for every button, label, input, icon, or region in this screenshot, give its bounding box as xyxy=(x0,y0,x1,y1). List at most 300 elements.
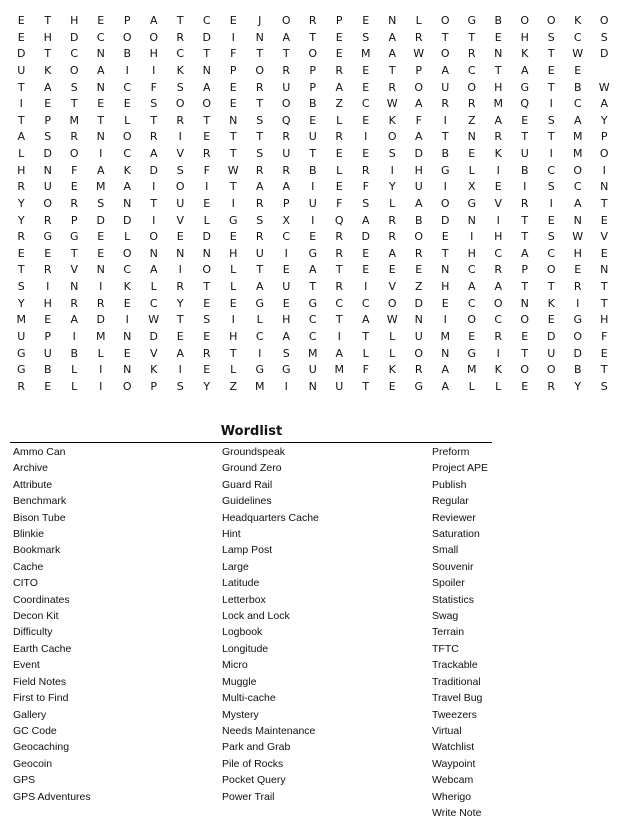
grid-letter: I xyxy=(284,379,288,393)
grid-letter: H xyxy=(494,80,503,94)
grid-letter: V xyxy=(149,346,158,360)
grid-letter: K xyxy=(388,113,396,127)
wordlist-column-3 xyxy=(432,444,488,821)
grid-letter: A xyxy=(96,163,105,177)
grid-letter: H xyxy=(282,313,291,327)
grid-letter: E xyxy=(388,263,396,277)
grid-letter: M xyxy=(308,346,318,360)
grid-letter: O xyxy=(175,97,185,111)
grid-letter: N xyxy=(600,180,609,194)
grid-letter: T xyxy=(521,130,529,144)
grid-letter: N xyxy=(202,246,211,260)
grid-letter: L xyxy=(336,163,343,177)
grid-letter: U xyxy=(308,363,317,377)
grid-letter: E xyxy=(335,180,343,194)
grid-letter: A xyxy=(600,97,609,111)
grid-letter: A xyxy=(335,346,344,360)
grid-letter: A xyxy=(308,263,317,277)
grid-row xyxy=(8,225,609,244)
grid-row xyxy=(8,42,609,61)
grid-letter: U xyxy=(520,147,529,160)
grid-letter: I xyxy=(496,213,500,227)
grid-letter: L xyxy=(389,346,396,360)
grid-letter: T xyxy=(362,329,370,343)
grid-letter: R xyxy=(43,213,52,227)
grid-letter: R xyxy=(255,80,264,94)
grid-letter: H xyxy=(149,47,158,61)
grid-letter: L xyxy=(203,213,210,227)
grid-letter: L xyxy=(230,363,237,377)
grid-letter: C xyxy=(494,246,503,260)
grid-letter: O xyxy=(573,163,583,177)
grid-letter: S xyxy=(547,180,555,194)
grid-letter: L xyxy=(468,163,475,177)
grid-letter: I xyxy=(496,163,500,177)
grid-letter: H xyxy=(520,30,529,44)
wordlist-item: GC Code xyxy=(13,724,57,737)
wordlist-item: Groundspeak xyxy=(222,446,286,458)
word-search-grid xyxy=(8,9,610,393)
grid-letter: N xyxy=(43,163,52,177)
grid-letter: Y xyxy=(574,379,582,393)
grid-letter: O xyxy=(414,230,424,244)
grid-letter: A xyxy=(414,196,423,210)
wordlist-item: Coordinates xyxy=(13,593,70,606)
grid-row xyxy=(8,92,609,111)
grid-letter: R xyxy=(17,230,26,244)
grid-letter: O xyxy=(122,30,132,44)
grid-letter: W xyxy=(598,80,610,94)
grid-letter: B xyxy=(308,97,317,111)
wordlist-item: Pocket Query xyxy=(222,774,286,787)
grid-letter: T xyxy=(309,30,317,44)
grid-letter: I xyxy=(390,163,394,177)
grid-letter: R xyxy=(335,230,344,244)
grid-letter: E xyxy=(229,296,237,310)
wordlist-item: Guidelines xyxy=(222,495,272,508)
grid-letter: Y xyxy=(388,180,396,194)
wordlist-item: CITO xyxy=(13,577,38,590)
wordlist-item: Attribute xyxy=(13,478,53,491)
grid-letter: P xyxy=(123,14,131,27)
grid-letter: C xyxy=(308,313,317,327)
grid-letter: E xyxy=(600,246,608,260)
grid-letter: T xyxy=(282,47,290,61)
grid-letter: C xyxy=(467,296,476,310)
grid-letter: E xyxy=(362,147,370,160)
grid-letter: R xyxy=(282,163,291,177)
grid-letter: G xyxy=(520,80,530,94)
grid-letter: N xyxy=(202,63,211,77)
wordlist-item: Large xyxy=(222,560,249,573)
grid-letter: L xyxy=(18,147,25,160)
grid-letter: S xyxy=(256,213,264,227)
grid-letter: E xyxy=(44,246,52,260)
grid-letter: O xyxy=(573,329,583,343)
grid-letter: G xyxy=(308,246,318,260)
grid-letter: O xyxy=(149,230,159,244)
wordlist-item: Benchmark xyxy=(13,495,67,508)
grid-letter: T xyxy=(176,313,184,327)
grid-letter: B xyxy=(441,147,450,160)
grid-letter: R xyxy=(43,263,52,277)
grid-letter: E xyxy=(468,147,476,160)
grid-letter: O xyxy=(387,130,397,144)
grid-letter: T xyxy=(494,63,502,77)
grid-letter: A xyxy=(149,14,158,27)
grid-letter: L xyxy=(124,230,131,244)
grid-letter: U xyxy=(308,130,317,144)
grid-letter: K xyxy=(150,363,158,377)
grid-letter: M xyxy=(96,180,106,194)
grid-letter: K xyxy=(123,163,131,177)
grid-letter: T xyxy=(547,130,555,144)
grid-letter: A xyxy=(282,180,291,194)
grid-letter: P xyxy=(309,80,317,94)
grid-letter: L xyxy=(124,113,131,127)
grid-letter: R xyxy=(70,296,79,310)
grid-letter: C xyxy=(547,246,556,260)
grid-letter: H xyxy=(494,230,503,244)
grid-letter: E xyxy=(17,246,25,260)
grid-letter: Q xyxy=(281,113,291,127)
grid-letter: T xyxy=(229,346,237,360)
grid-letter: B xyxy=(520,163,529,177)
grid-letter: T xyxy=(44,14,52,27)
wordlist-item: Wherigo xyxy=(432,790,472,803)
grid-letter: T xyxy=(600,280,608,293)
grid-letter: A xyxy=(388,47,397,61)
grid-letter: E xyxy=(229,230,237,244)
grid-letter: O xyxy=(520,14,530,27)
grid-letter: R xyxy=(176,30,185,44)
grid-letter: M xyxy=(334,363,344,377)
grid-letter: O xyxy=(414,80,424,94)
grid-letter: I xyxy=(364,130,368,144)
grid-letter: E xyxy=(44,313,52,327)
grid-letter: E xyxy=(123,296,131,310)
grid-letter: E xyxy=(282,296,290,310)
grid-letter: I xyxy=(549,196,553,210)
grid-letter: N xyxy=(96,80,105,94)
grid-letter: N xyxy=(255,30,264,44)
grid-letter: D xyxy=(361,230,370,244)
grid-letter: L xyxy=(230,280,237,293)
grid-letter: D xyxy=(547,329,556,343)
grid-letter: I xyxy=(125,63,129,77)
grid-letter: Z xyxy=(335,97,344,111)
grid-letter: O xyxy=(122,379,132,393)
grid-letter: R xyxy=(494,329,503,343)
grid-letter: T xyxy=(521,213,529,227)
grid-letter: E xyxy=(574,263,582,277)
grid-letter: X xyxy=(282,213,291,227)
grid-letter: S xyxy=(282,346,290,360)
grid-letter: U xyxy=(17,63,26,77)
grid-letter: I xyxy=(125,313,129,327)
grid-letter: I xyxy=(231,196,235,210)
grid-letter: O xyxy=(440,14,450,27)
grid-letter: G xyxy=(467,196,477,210)
grid-letter: C xyxy=(70,47,79,61)
grid-letter: S xyxy=(70,80,78,94)
grid-letter: K xyxy=(123,280,131,293)
grid-letter: A xyxy=(335,80,344,94)
grid-letter: N xyxy=(96,47,105,61)
grid-letter: N xyxy=(149,246,158,260)
grid-letter: U xyxy=(282,80,291,94)
grid-letter: E xyxy=(494,30,502,44)
grid-letter: S xyxy=(176,80,184,94)
grid-letter: T xyxy=(176,14,184,27)
grid-letter: O xyxy=(520,313,530,327)
grid-letter: P xyxy=(70,213,78,227)
grid-letter: L xyxy=(71,379,78,393)
grid-letter: S xyxy=(362,30,370,44)
grid-letter: E xyxy=(70,180,78,194)
wordlist-item: Latitude xyxy=(222,577,260,590)
grid-letter: U xyxy=(414,180,423,194)
grid-letter: E xyxy=(441,296,449,310)
grid-letter: E xyxy=(44,97,52,111)
wordlist-item: Ground Zero xyxy=(222,462,282,475)
grid-letter: O xyxy=(69,63,79,77)
grid-letter: N xyxy=(388,14,397,27)
grid-letter: C xyxy=(149,296,158,310)
grid-letter: R xyxy=(388,213,397,227)
grid-letter: M xyxy=(69,113,79,127)
grid-letter: Z xyxy=(414,280,423,293)
grid-row xyxy=(8,342,608,360)
wordlist-item: Needs Maintenance xyxy=(222,724,316,737)
grid-letter: A xyxy=(441,363,450,377)
grid-letter: S xyxy=(547,230,555,244)
wordlist-item: Geocaching xyxy=(13,741,70,754)
grid-letter: R xyxy=(520,196,529,210)
grid-letter: I xyxy=(178,263,182,277)
wordlist-item: Saturation xyxy=(432,528,480,541)
grid-letter: T xyxy=(256,263,264,277)
grid-letter: D xyxy=(43,147,52,160)
grid-letter: T xyxy=(97,113,105,127)
grid-letter: G xyxy=(255,363,265,377)
grid-letter: E xyxy=(176,230,184,244)
grid-row xyxy=(8,192,608,210)
grid-letter: T xyxy=(441,130,449,144)
grid-letter: E xyxy=(415,263,423,277)
grid-letter: L xyxy=(97,346,104,360)
grid-letter: P xyxy=(229,63,237,77)
wordlist-item: Bookmark xyxy=(13,544,61,557)
grid-letter: T xyxy=(441,246,449,260)
wordlist-item: TFTC xyxy=(432,642,459,655)
grid-letter: O xyxy=(493,296,503,310)
grid-letter: B xyxy=(573,363,582,377)
grid-letter: I xyxy=(443,113,447,127)
grid-letter: R xyxy=(414,246,423,260)
grid-letter: S xyxy=(97,196,105,210)
grid-letter: A xyxy=(441,379,450,393)
grid-letter: C xyxy=(96,30,105,44)
grid-letter: C xyxy=(123,263,132,277)
grid-letter: O xyxy=(69,147,79,160)
wordlist-item: Project APE xyxy=(432,462,489,475)
grid-letter: E xyxy=(17,30,25,44)
grid-row xyxy=(8,159,606,177)
grid-letter: E xyxy=(600,213,608,227)
grid-letter: A xyxy=(149,263,158,277)
grid-letter: A xyxy=(43,80,52,94)
grid-letter: E xyxy=(97,230,105,244)
grid-letter: U xyxy=(43,346,52,360)
grid-letter: I xyxy=(99,363,103,377)
grid-letter: C xyxy=(361,296,370,310)
grid-letter: O xyxy=(440,47,450,61)
wordlist-item: Park and Grab xyxy=(222,741,291,754)
grid-letter: Y xyxy=(176,296,184,310)
grid-row xyxy=(8,125,608,144)
grid-letter: N xyxy=(494,47,503,61)
grid-letter: G xyxy=(308,296,318,310)
grid-letter: L xyxy=(468,379,475,393)
wordlist-item: Trackable xyxy=(432,659,478,672)
grid-letter: T xyxy=(150,113,158,127)
grid-letter: A xyxy=(149,147,158,160)
grid-letter: C xyxy=(202,14,211,27)
grid-letter: R xyxy=(255,230,264,244)
grid-letter: O xyxy=(520,363,530,377)
grid-letter: H xyxy=(441,280,450,293)
grid-letter: T xyxy=(229,147,237,160)
wordlist-item: Decon Kit xyxy=(13,610,59,623)
grid-letter: N xyxy=(467,130,476,144)
grid-letter: I xyxy=(443,180,447,194)
grid-letter: A xyxy=(441,63,450,77)
grid-letter: O xyxy=(467,80,477,94)
grid-letter: A xyxy=(255,280,264,293)
grid-letter: E xyxy=(494,180,502,194)
wordlist-item: Regular xyxy=(432,495,469,508)
grid-letter: F xyxy=(230,47,237,61)
grid-letter: E xyxy=(441,230,449,244)
grid-letter: W xyxy=(386,97,398,111)
grid-letter: N xyxy=(96,130,105,144)
grid-letter: T xyxy=(521,346,529,360)
grid-letter: T xyxy=(309,147,317,160)
grid-letter: G xyxy=(228,213,238,227)
grid-letter: E xyxy=(362,113,370,127)
grid-letter: Z xyxy=(467,113,476,127)
grid-letter: V xyxy=(176,213,185,227)
grid-letter: O xyxy=(255,63,265,77)
grid-letter: V xyxy=(70,263,79,277)
wordlist-item: Difficulty xyxy=(13,626,53,639)
grid-letter: P xyxy=(415,63,423,77)
grid-letter: R xyxy=(441,97,450,111)
wordlist-item: Cache xyxy=(13,560,44,573)
grid-letter: R xyxy=(202,346,211,360)
grid-letter: M xyxy=(255,379,265,393)
grid-letter: H xyxy=(414,163,423,177)
grid-letter: O xyxy=(599,147,609,160)
grid-letter: N xyxy=(123,329,132,343)
wordlist-item: Multi-cache xyxy=(222,692,276,705)
wordlist-item: Earth Cache xyxy=(13,642,72,655)
grid-letter: R xyxy=(17,379,26,393)
grid-letter: E xyxy=(97,14,105,27)
grid-letter: E xyxy=(547,63,555,77)
grid-letter: I xyxy=(470,230,474,244)
grid-letter: I xyxy=(311,180,315,194)
grid-letter: S xyxy=(44,130,52,144)
grid-letter: T xyxy=(441,30,449,44)
wordlist-item: Watchlist xyxy=(432,741,475,754)
grid-letter: R xyxy=(335,280,344,293)
grid-letter: L xyxy=(362,346,369,360)
grid-letter: Q xyxy=(520,97,530,111)
wordlist-item: Small xyxy=(432,544,459,557)
grid-letter: K xyxy=(44,63,52,77)
grid-letter: Y xyxy=(17,213,25,227)
wordlist-item: Mystery xyxy=(222,708,259,721)
grid-letter: T xyxy=(203,113,211,127)
grid-letter: I xyxy=(602,163,606,177)
grid-letter: I xyxy=(364,280,368,293)
grid-letter: I xyxy=(311,213,315,227)
grid-letter: F xyxy=(601,329,608,343)
grid-letter: E xyxy=(203,130,211,144)
grid-letter: I xyxy=(99,280,103,293)
grid-letter: N xyxy=(123,196,132,210)
grid-letter: C xyxy=(573,180,582,194)
grid-letter: O xyxy=(122,246,132,260)
grid-row xyxy=(8,358,608,377)
grid-letter: L xyxy=(389,329,396,343)
grid-letter: H xyxy=(467,246,476,260)
grid-letter: T xyxy=(17,80,25,94)
wordlist-column-1 xyxy=(13,444,91,805)
wordlist-item: Lamp Post xyxy=(222,544,273,557)
grid-letter: D xyxy=(202,30,211,44)
grid-letter: D xyxy=(70,30,79,44)
grid-letter: E xyxy=(17,14,25,27)
wordlist-item: Event xyxy=(13,659,40,672)
grid-letter: T xyxy=(17,263,25,277)
grid-letter: A xyxy=(17,130,26,144)
grid-letter: F xyxy=(362,363,369,377)
grid-letter: I xyxy=(99,379,103,393)
grid-letter: T xyxy=(521,230,529,244)
grid-letter: E xyxy=(123,97,131,111)
grid-letter: O xyxy=(281,97,291,111)
grid-letter: C xyxy=(494,313,503,327)
grid-letter: P xyxy=(44,329,52,343)
wordlist-divider xyxy=(10,442,492,443)
grid-letter: D xyxy=(96,313,105,327)
grid-letter: E xyxy=(362,80,370,94)
grid-letter: L xyxy=(495,379,502,393)
grid-letter: K xyxy=(494,363,502,377)
grid-letter: P xyxy=(309,63,317,77)
grid-letter: I xyxy=(523,180,527,194)
grid-row xyxy=(8,9,609,27)
grid-letter: S xyxy=(547,30,555,44)
wordlist-item: Write Note xyxy=(432,806,482,819)
grid-letter: I xyxy=(231,313,235,327)
grid-letter: I xyxy=(258,346,262,360)
grid-letter: T xyxy=(229,130,237,144)
grid-letter: I xyxy=(337,329,341,343)
